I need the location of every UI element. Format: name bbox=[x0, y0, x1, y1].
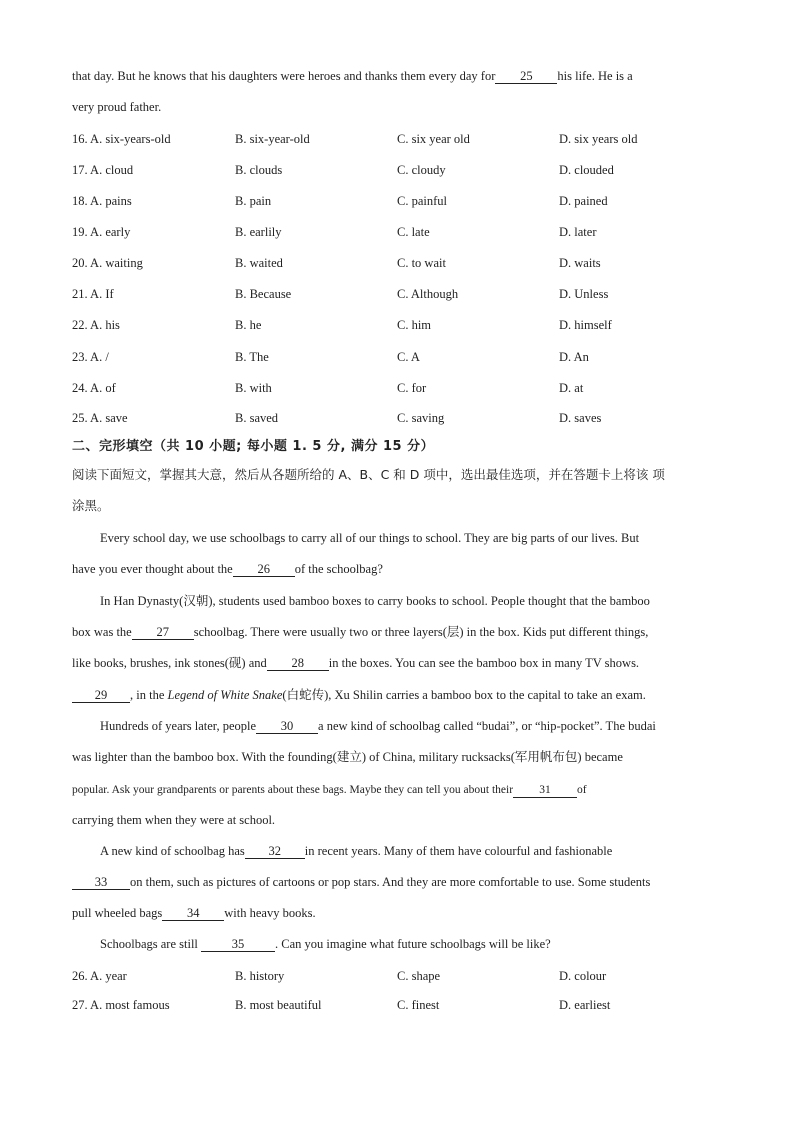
passage-p2-line-4: 29 , in the Legend of White Snake(白蛇传), Xu Shilin carries a bamboo box to the capital to take an exam. bbox=[72, 687, 646, 703]
option-b: B. pain bbox=[235, 194, 272, 208]
option-b: B. waited bbox=[235, 256, 283, 270]
passage-p3-line-4: carrying them when they were at school. bbox=[72, 813, 276, 827]
passage-p4-line-2: 33 on them, such as pictures of cartoons or pop stars. And they are more comfortable to use. Some students bbox=[72, 874, 650, 890]
passage-p2-line-1: In Han Dynasty(汉朝), students used bamboo boxes to carry books to school. People thought that the bamboo bbox=[100, 594, 650, 608]
option-row-23 bbox=[72, 349, 722, 365]
option-b: B. he bbox=[235, 318, 262, 332]
option-a: 18. A. pains bbox=[72, 194, 132, 208]
option-row-19 bbox=[72, 224, 722, 240]
option-c: C. cloudy bbox=[397, 163, 446, 177]
section-heading: 二、完形填空（共 10 小题; 每小题 1. 5 分, 满分 15 分） bbox=[72, 439, 435, 454]
option-a: 23. A. / bbox=[72, 350, 109, 364]
option-c: C. saving bbox=[397, 411, 445, 425]
blank-29: 29 bbox=[72, 688, 130, 703]
passage-p2-line-2: box was the 27 schoolbag. There were usually two or three layers(层) in the box. Kids put different things, bbox=[72, 625, 649, 639]
option-row-22 bbox=[72, 317, 722, 333]
option-c: C. Although bbox=[397, 287, 459, 301]
blank-26: 26 bbox=[233, 562, 295, 577]
option-row-16 bbox=[72, 131, 722, 147]
blank-25: 25 bbox=[495, 69, 557, 84]
option-a: 20. A. waiting bbox=[72, 256, 143, 270]
passage-tail-line-2: very proud father. bbox=[72, 100, 162, 114]
option-d: D. later bbox=[559, 225, 597, 239]
option-d: D. clouded bbox=[559, 163, 614, 177]
passage-p5-line-1: Schoolbags are still 35 . Can you imagine what future schoolbags will be like? bbox=[100, 937, 551, 951]
blank-33: 33 bbox=[72, 875, 130, 890]
option-b: B. clouds bbox=[235, 163, 283, 177]
option-row-20 bbox=[72, 255, 722, 271]
option-row-26 bbox=[72, 968, 722, 984]
option-a: 26. A. year bbox=[72, 969, 127, 983]
option-b: B. history bbox=[235, 969, 285, 983]
option-c: C. him bbox=[397, 318, 432, 332]
option-row-25 bbox=[72, 410, 722, 426]
option-d: D. colour bbox=[559, 969, 607, 983]
option-c: C. to wait bbox=[397, 256, 446, 270]
option-b: B. with bbox=[235, 381, 272, 395]
blank-27: 27 bbox=[132, 625, 194, 640]
option-d: D. An bbox=[559, 350, 589, 364]
passage-p3-line-2: was lighter than the bamboo box. With the founding(建立) of China, military rucksacks(军用帆布包) became bbox=[72, 750, 623, 764]
option-c: C. late bbox=[397, 225, 430, 239]
option-b: B. Because bbox=[235, 287, 292, 301]
option-row-24 bbox=[72, 380, 722, 396]
option-row-18 bbox=[72, 193, 722, 209]
option-d: D. saves bbox=[559, 411, 602, 425]
blank-30: 30 bbox=[256, 719, 318, 734]
option-c: C. finest bbox=[397, 998, 440, 1012]
passage-p2-line-3: like books, brushes, ink stones(砚) and 28 in the boxes. You can see the bamboo box in many TV shows. bbox=[72, 656, 640, 670]
passage-p1-line-2: have you ever thought about the 26 of the schoolbag? bbox=[72, 562, 383, 576]
passage-p4-line-3: pull wheeled bags 34 with heavy books. bbox=[72, 906, 316, 920]
option-d: D. at bbox=[559, 381, 584, 395]
option-c: C. six year old bbox=[397, 132, 470, 146]
option-d: D. waits bbox=[559, 256, 601, 270]
passage-p3-line-3: popular. Ask your grandparents or parents about these bags. Maybe they can tell you about their 31 of bbox=[72, 784, 587, 796]
passage-p1-line-1: Every school day, we use schoolbags to carry all of our things to school. They are big parts of our lives. But bbox=[100, 531, 640, 545]
option-c: C. A bbox=[397, 350, 420, 364]
option-d: D. himself bbox=[559, 318, 612, 332]
instruction-line-2: 涂黑。 bbox=[72, 498, 110, 513]
blank-35: 35 bbox=[201, 937, 275, 952]
blank-32: 32 bbox=[245, 844, 305, 859]
blank-31: 31 bbox=[513, 783, 577, 798]
option-a: 24. A. of bbox=[72, 381, 116, 395]
option-d: D. six years old bbox=[559, 132, 638, 146]
blank-34: 34 bbox=[162, 906, 224, 921]
option-b: B. The bbox=[235, 350, 269, 364]
option-d: D. Unless bbox=[559, 287, 609, 301]
option-b: B. saved bbox=[235, 411, 279, 425]
option-a: 27. A. most famous bbox=[72, 998, 170, 1012]
option-a: 25. A. save bbox=[72, 411, 128, 425]
option-a: 19. A. early bbox=[72, 225, 131, 239]
passage-tail-line-1: that day. But he knows that his daughters were heroes and thanks them every day for 25 his life. He is a bbox=[72, 69, 633, 83]
option-b: B. six-year-old bbox=[235, 132, 310, 146]
option-a: 17. A. cloud bbox=[72, 163, 134, 177]
option-c: C. painful bbox=[397, 194, 447, 208]
passage-p3-line-1: Hundreds of years later, people 30 a new kind of schoolbag called “budai”, or “hip-pocket”. The budai bbox=[100, 719, 656, 733]
option-b: B. earlily bbox=[235, 225, 282, 239]
option-row-17 bbox=[72, 162, 722, 178]
option-a: 16. A. six-years-old bbox=[72, 132, 171, 146]
instruction-line-1: 阅读下面短文，掌握其大意，然后从各题所给的 A、B、C 和 D 项中，选出最佳选项，并在答题卡上将该 项 bbox=[72, 467, 665, 482]
option-a: 22. A. his bbox=[72, 318, 120, 332]
option-row-27 bbox=[72, 997, 722, 1013]
option-d: D. pained bbox=[559, 194, 608, 208]
option-b: B. most beautiful bbox=[235, 998, 322, 1012]
option-c: C. for bbox=[397, 381, 427, 395]
option-c: C. shape bbox=[397, 969, 441, 983]
passage-p4-line-1: A new kind of schoolbag has 32 in recent years. Many of them have colourful and fashionable bbox=[100, 844, 613, 858]
option-a: 21. A. If bbox=[72, 287, 114, 301]
option-row-21 bbox=[72, 286, 722, 302]
book-title: Legend of White Snake bbox=[167, 688, 283, 702]
option-d: D. earliest bbox=[559, 998, 611, 1012]
blank-28: 28 bbox=[267, 656, 329, 671]
